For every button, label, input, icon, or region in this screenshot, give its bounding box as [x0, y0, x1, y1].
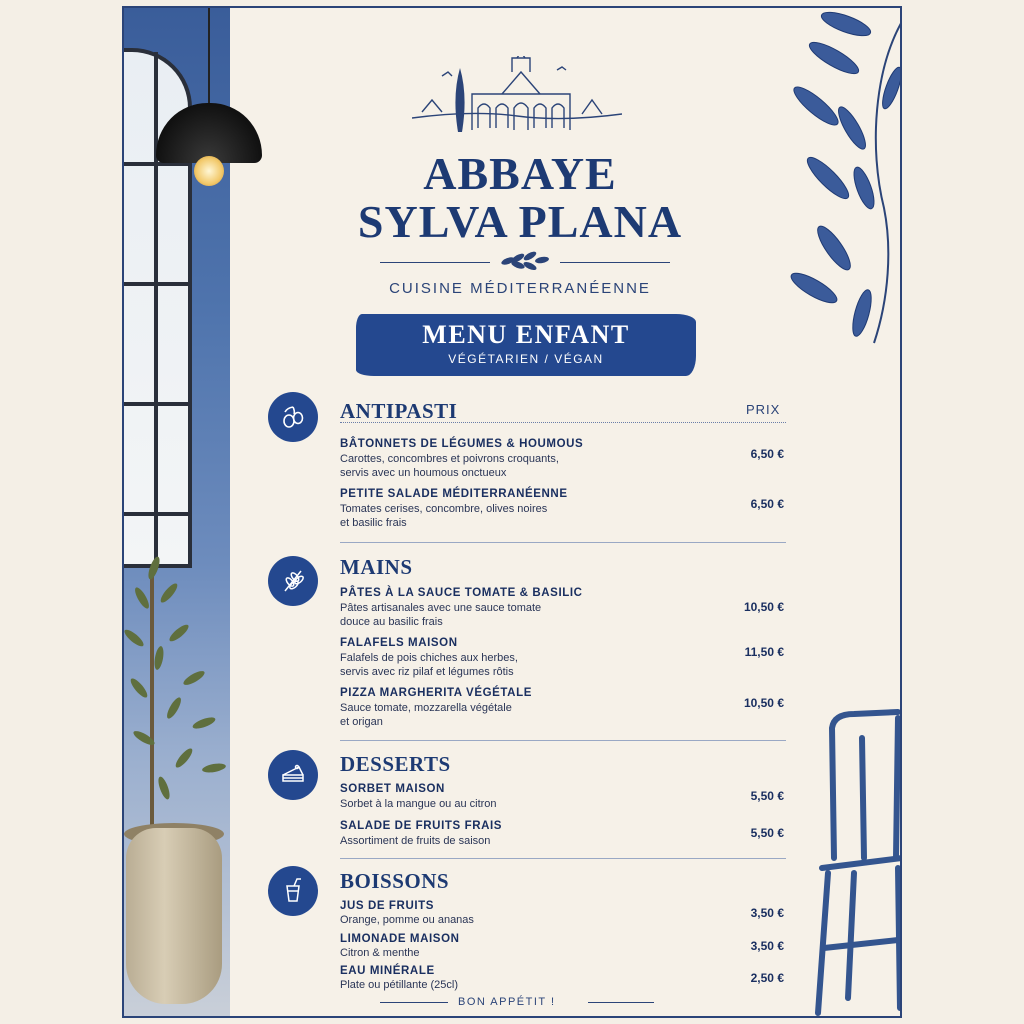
lamp-bulb — [194, 156, 224, 186]
item-description: douce au basilic frais — [340, 616, 443, 628]
restaurant-name-line1: ABBAYE — [423, 148, 617, 199]
item-name: LIMONADE MAISON — [340, 933, 460, 945]
item-name: BÂTONNETS DE LÉGUMES & HOUMOUS — [340, 438, 584, 450]
item-description: Tomates cerises, concombre, olives noires — [340, 503, 548, 515]
abbey-sketch — [412, 56, 622, 140]
section-title-antipasti: ANTIPASTI — [340, 399, 458, 423]
item-price: 10,50 € — [743, 696, 784, 710]
menu-title: MENU ENFANT — [422, 320, 630, 349]
item-price: 2,50 € — [750, 971, 784, 985]
drink-icon — [268, 866, 318, 916]
olive-branch-decoration — [774, 8, 902, 348]
item-description: Pâtes artisanales avec une sauce tomate — [340, 602, 542, 614]
item-description: Falafels de pois chiches aux herbes, — [340, 652, 518, 664]
footer-text: BON APPÉTIT ! — [458, 996, 556, 1008]
item-description: servis avec un houmous onctueux — [340, 467, 507, 479]
item-price: 10,50 € — [743, 600, 784, 614]
olive-tree-leaves — [124, 548, 230, 848]
arrow-left-line — [380, 1002, 448, 1003]
blue-chair — [814, 708, 902, 1018]
item-description: servis avec riz pilaf et légumes rôtis — [340, 666, 514, 678]
item-price: 6,50 € — [750, 497, 784, 511]
menu-subtitle: VÉGÉTARIEN / VÉGAN — [448, 352, 604, 366]
item-name: PIZZA MARGHERITA VÉGÉTALE — [340, 687, 532, 699]
section-title-desserts: DESSERTS — [340, 752, 451, 776]
item-price: 6,50 € — [750, 447, 784, 461]
item-description: Assortiment de fruits de saison — [340, 835, 491, 847]
item-price: 3,50 € — [750, 906, 784, 920]
section-title-mains: MAINS — [340, 555, 413, 579]
olive-icon — [268, 392, 318, 442]
item-name: SORBET MAISON — [340, 783, 445, 795]
item-description: Carottes, concombres et poivrons croquants, — [340, 453, 559, 465]
terracotta-pot — [126, 828, 222, 1004]
item-name: EAU MINÉRALE — [340, 965, 435, 977]
item-price: 5,50 € — [750, 789, 784, 803]
item-description: Citron & menthe — [340, 947, 420, 959]
price-column-label: PRIX — [746, 402, 781, 417]
item-price: 5,50 € — [750, 826, 784, 840]
item-description: Sorbet à la mangue ou au citron — [340, 798, 497, 810]
cake-icon — [268, 750, 318, 800]
item-description: et origan — [340, 716, 383, 728]
laurel-ornament-icon — [500, 250, 550, 272]
item-name: FALAFELS MAISON — [340, 637, 458, 649]
item-description: et basilic frais — [340, 517, 407, 529]
section-title-boissons: BOISSONS — [340, 869, 450, 893]
cuisine-subtitle: CUISINE MÉDITERRANÉENNE — [389, 280, 651, 297]
item-description: Orange, pomme ou ananas — [340, 914, 474, 926]
item-name: SALADE DE FRUITS FRAIS — [340, 820, 503, 832]
item-description: Plate ou pétillante (25cl) — [340, 979, 459, 991]
item-name: PETITE SALADE MÉDITERRANÉENNE — [340, 488, 568, 500]
item-price: 11,50 € — [744, 645, 784, 659]
arrow-right-line — [588, 1002, 654, 1003]
item-description: Sauce tomate, mozzarella végétale — [340, 702, 512, 714]
item-name: JUS DE FRUITS — [340, 900, 435, 912]
menu-card — [122, 6, 902, 1018]
item-name: PÂTES À LA SAUCE TOMATE & BASILIC — [340, 587, 583, 599]
herb-icon — [268, 556, 318, 606]
item-price: 3,50 € — [750, 939, 784, 953]
restaurant-name-line2: SYLVA PLANA — [357, 196, 683, 247]
